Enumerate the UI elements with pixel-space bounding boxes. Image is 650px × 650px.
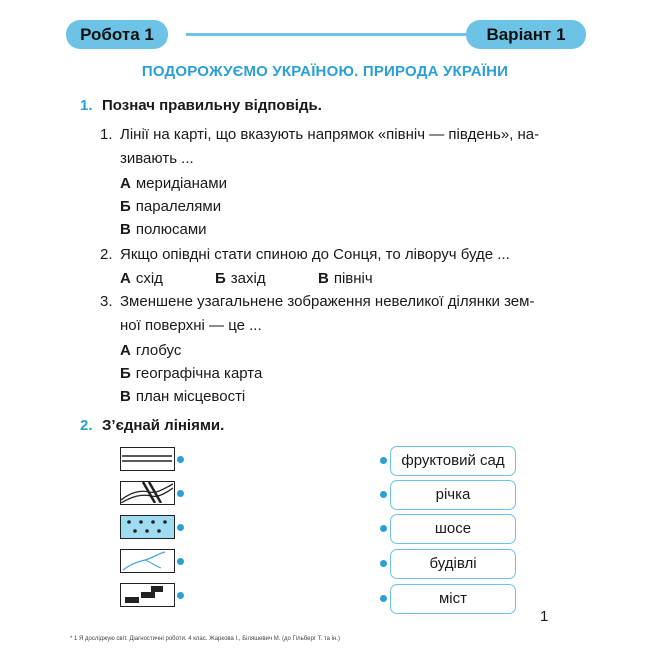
- road-symbol-icon: [120, 447, 175, 471]
- q1-option-b[interactable]: [120, 198, 221, 215]
- option-text: меридіанами: [135, 175, 227, 192]
- connector-dot[interactable]: [380, 560, 387, 567]
- option-text: географічна карта: [135, 365, 263, 382]
- header-bar: [66, 14, 586, 54]
- question-3-text-line1: Зменшене узагальнене зображення невеликої ділянки зем-: [120, 293, 535, 310]
- option-text: північ: [333, 270, 373, 287]
- question-2-text: Якщо опівдні стати спиною до Сонця, то ліворуч буде ...: [120, 246, 510, 263]
- connector-dot[interactable]: [177, 490, 184, 497]
- answer-box-orchard[interactable]: фруктовий сад: [390, 446, 516, 476]
- option-letter: Б: [215, 270, 226, 287]
- connector-dot[interactable]: [177, 524, 184, 531]
- building-symbol-icon: [120, 583, 175, 607]
- task2-title: З’єднай лініями.: [102, 417, 225, 434]
- task1-title: Познач правильну відповідь.: [102, 97, 322, 114]
- option-text: захід: [230, 270, 266, 287]
- option-letter: В: [120, 388, 131, 405]
- answer-box-highway[interactable]: шосе: [390, 514, 516, 544]
- q2-option-b[interactable]: [215, 270, 266, 287]
- connector-dot[interactable]: [380, 525, 387, 532]
- option-letter: Б: [120, 198, 131, 215]
- bridge-symbol-icon: [120, 481, 175, 505]
- option-letter: В: [120, 221, 131, 238]
- answer-box-river[interactable]: річка: [390, 480, 516, 510]
- question-1-text-line1: Лінії на карті, що вказують напрямок «північ — південь», на-: [120, 126, 540, 143]
- q2-option-c[interactable]: [318, 270, 373, 287]
- orchard-symbol-icon: [120, 515, 175, 539]
- variant-label: Варіант 1: [466, 20, 586, 49]
- footnote: * 1 Я досліджую світ. Діагностичні роботи. 4 клас. Жаркова І., Біляшевич М. (до Гільберг Т. та ін.): [70, 636, 340, 642]
- q1-option-a[interactable]: [120, 175, 227, 192]
- page-number: 1: [540, 608, 549, 625]
- option-text: полюсами: [135, 221, 207, 238]
- option-letter: В: [318, 270, 329, 287]
- q3-option-c[interactable]: [120, 388, 245, 405]
- connector-dot[interactable]: [380, 457, 387, 464]
- connector-dot[interactable]: [177, 592, 184, 599]
- option-letter: А: [120, 270, 131, 287]
- q2-option-a[interactable]: [120, 270, 163, 287]
- work-label: Робота 1: [66, 20, 168, 49]
- question-3-number: 3.: [100, 293, 113, 310]
- answer-box-buildings[interactable]: будівлі: [390, 549, 516, 579]
- task2-number: 2.: [80, 417, 93, 434]
- option-letter: Б: [120, 365, 131, 382]
- q1-option-c[interactable]: [120, 221, 207, 238]
- option-text: паралелями: [135, 198, 222, 215]
- q3-option-b[interactable]: [120, 365, 262, 382]
- option-text: план місцевості: [135, 388, 246, 405]
- connector-dot[interactable]: [380, 595, 387, 602]
- task1-number: 1.: [80, 97, 93, 114]
- river-symbol-icon: [120, 549, 175, 573]
- question-1-text-line2: зивають ...: [120, 150, 194, 167]
- connector-dot[interactable]: [177, 456, 184, 463]
- question-2-number: 2.: [100, 246, 113, 263]
- option-letter: А: [120, 175, 131, 192]
- section-title: ПОДОРОЖУЄМО УКРАЇНОЮ. ПРИРОДА УКРАЇНИ: [141, 63, 509, 80]
- header-divider: [186, 33, 506, 36]
- question-1-number: 1.: [100, 126, 113, 143]
- connector-dot[interactable]: [380, 491, 387, 498]
- option-text: схід: [135, 270, 163, 287]
- connector-dot[interactable]: [177, 558, 184, 565]
- option-letter: А: [120, 342, 131, 359]
- q3-option-a[interactable]: [120, 342, 181, 359]
- question-3-text-line2: ної поверхні — це ...: [120, 317, 262, 334]
- answer-box-bridge[interactable]: міст: [390, 584, 516, 614]
- option-text: глобус: [135, 342, 182, 359]
